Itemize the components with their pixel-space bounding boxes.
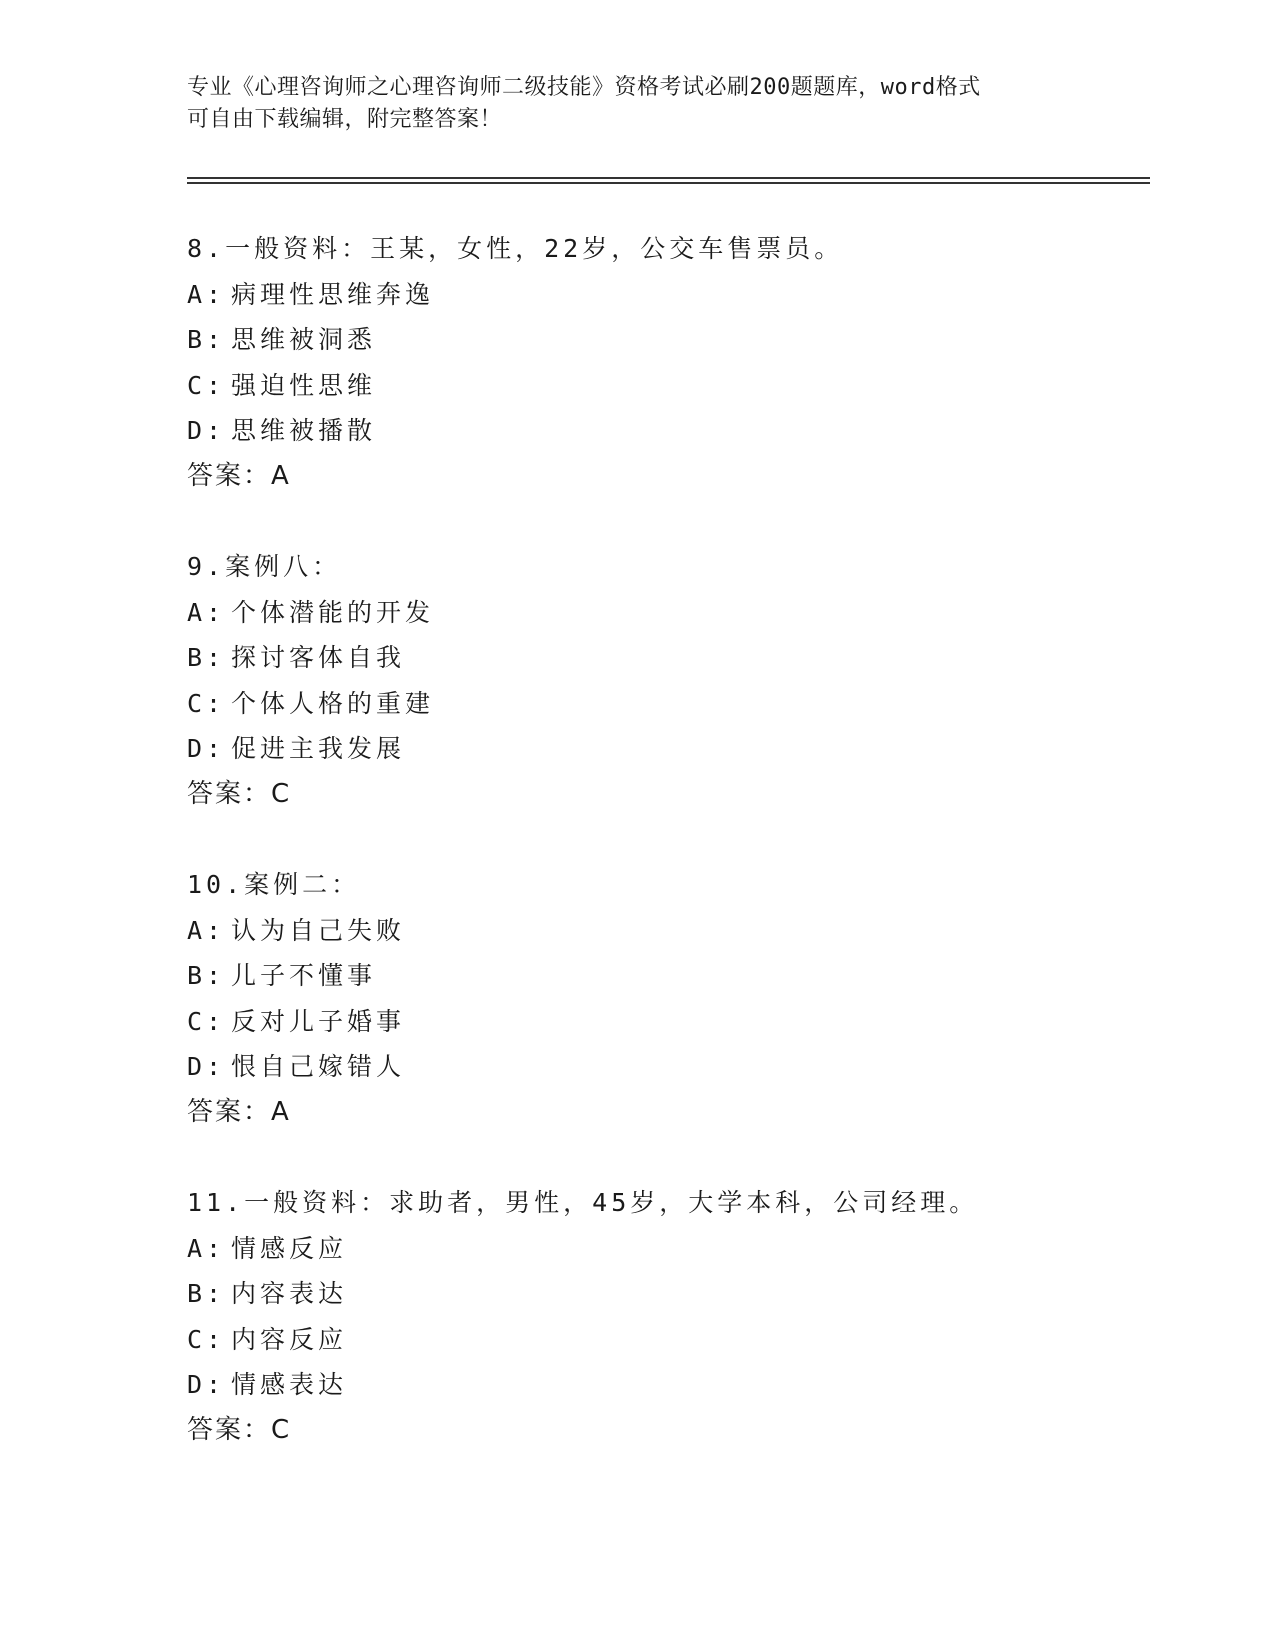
option-text: 情感反应 <box>231 1233 348 1263</box>
option-b <box>187 953 1187 999</box>
option-text: 情感表达 <box>231 1370 348 1399</box>
option-text: 反对儿子婚事 <box>231 1006 406 1036</box>
option-c <box>187 999 1187 1045</box>
option-c <box>187 363 1187 409</box>
option-c <box>187 1317 1187 1363</box>
document-header <box>187 72 1087 136</box>
option-letter: C: <box>187 688 226 718</box>
option-text: 个体潜能的开发 <box>231 597 435 627</box>
option-a <box>187 272 1187 318</box>
option-text: 思维被洞悉 <box>231 325 377 354</box>
option-d <box>187 1362 1187 1408</box>
answer-line: 答案：A <box>187 1096 291 1127</box>
option-text: 儿子不懂事 <box>231 961 377 990</box>
header-line-1: 专业《心理咨询师之心理咨询师二级技能》资格考试必刷200题题库，word格式 <box>187 75 981 100</box>
option-text: 内容反应 <box>231 1324 348 1354</box>
option-a <box>187 590 1187 636</box>
answer-line: 答案：A <box>187 460 291 491</box>
header-divider-top <box>187 177 1150 179</box>
option-letter: C: <box>187 1006 226 1036</box>
option-letter: D: <box>187 1052 226 1081</box>
option-text: 认为自己失败 <box>231 915 406 945</box>
option-letter: B: <box>187 961 226 990</box>
option-b <box>187 1271 1187 1317</box>
option-text: 强迫性思维 <box>231 370 377 400</box>
option-letter: C: <box>187 370 226 400</box>
option-letter: D: <box>187 416 226 445</box>
option-a <box>187 908 1187 954</box>
option-text: 思维被播散 <box>231 416 377 445</box>
option-d <box>187 408 1187 454</box>
option-letter: A: <box>187 279 226 309</box>
option-letter: A: <box>187 597 226 627</box>
question-11 <box>187 1180 1187 1453</box>
option-text: 病理性思维奔逸 <box>231 279 435 309</box>
question-stem: 8.一般资料：王某，女性，22岁，公交车售票员。 <box>187 234 844 263</box>
option-letter: A: <box>187 915 226 945</box>
answer-line: 答案：C <box>187 1414 292 1445</box>
option-text: 内容表达 <box>231 1279 348 1308</box>
option-letter: D: <box>187 1370 226 1399</box>
option-d <box>187 1044 1187 1090</box>
option-b <box>187 635 1187 681</box>
option-letter: A: <box>187 1233 226 1263</box>
header-line-2: 可自由下载编辑，附完整答案！ <box>187 107 503 132</box>
option-c <box>187 681 1187 727</box>
option-letter: C: <box>187 1324 226 1354</box>
question-10 <box>187 862 1187 1135</box>
option-letter: B: <box>187 643 226 672</box>
header-divider-bottom <box>187 182 1150 184</box>
option-letter: B: <box>187 325 226 354</box>
option-b <box>187 317 1187 363</box>
answer-line: 答案：C <box>187 778 292 809</box>
option-letter: D: <box>187 734 226 763</box>
question-9 <box>187 544 1187 817</box>
option-d <box>187 726 1187 772</box>
question-stem: 11.一般资料：求助者，男性，45岁，大学本科，公司经理。 <box>187 1188 979 1217</box>
option-text: 探讨客体自我 <box>231 643 406 672</box>
question-8 <box>187 226 1187 499</box>
option-letter: B: <box>187 1279 226 1308</box>
question-stem: 10.案例二： <box>187 870 361 899</box>
option-text: 促进主我发展 <box>231 734 406 763</box>
question-stem: 9.案例八： <box>187 552 342 581</box>
option-a <box>187 1226 1187 1272</box>
option-text: 恨自己嫁错人 <box>231 1052 406 1081</box>
option-text: 个体人格的重建 <box>231 688 435 718</box>
